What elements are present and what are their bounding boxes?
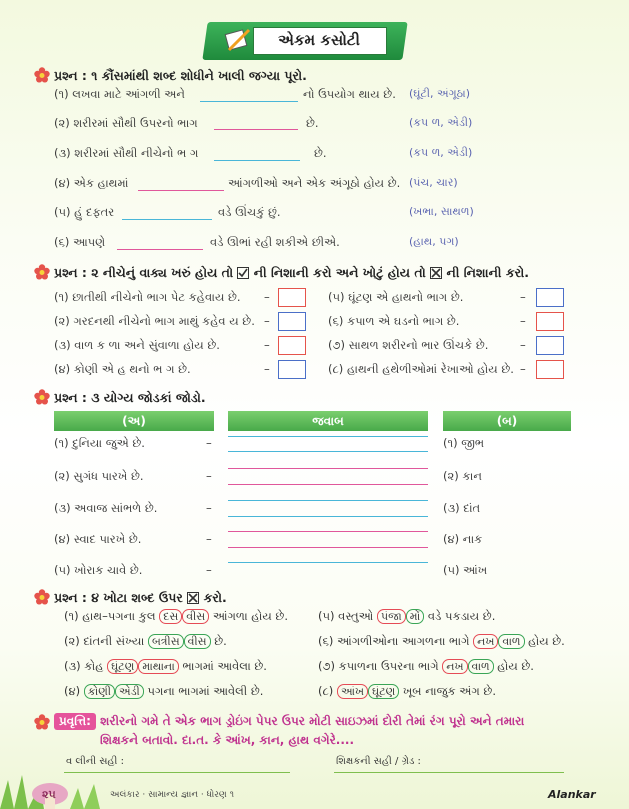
word-option[interactable]: વાળ: [498, 634, 524, 649]
q4-left-1-pre: (૧) હાથ–પગના કુલ: [64, 609, 156, 623]
q3-left-1: (૧) દુનિયા જુએ છે.: [54, 436, 145, 450]
q2-left-4: (૪) કોણી એ હ થનો ભ ગ છે.: [54, 362, 191, 376]
answer-box-8[interactable]: [536, 360, 564, 379]
q1-hint-1: (ઘૂંટી, અંગૂઠા): [409, 87, 471, 100]
q1-row-1-pre: (૧) લખવા માટે આંગળી અને: [54, 87, 185, 101]
q3-left-3: (૩) અવાજ સાંભળે છે.: [54, 501, 158, 515]
word-option[interactable]: નખ: [473, 634, 498, 649]
q3-left-4: (૪) સ્વાદ પારખે છે.: [54, 532, 142, 546]
column-answer-header: જવાબ: [228, 411, 428, 431]
q1-hint-4: (પંચ, ચાર): [409, 176, 458, 189]
activity-text-1: શરીરનો ગમે તે એક ભાગ ડ્રોઇંગ પેપર ઉપર મોટી સાઇઝમાં દોરી તેમાં રંગ પૂરો અને તમારા: [100, 714, 525, 728]
q4-heading-part-a: પ્રશ્ન : ૪ ખોટા શબ્દ ઉપર: [54, 590, 183, 605]
q1-row-3-post: છે.: [314, 146, 327, 160]
q3-left-2: (૨) સુગંધ પારખે છે.: [54, 469, 144, 483]
check-box-icon: [237, 267, 249, 279]
word-option[interactable]: કોણી: [84, 684, 115, 699]
q1-row-4-post: આંગળીઓ અને એક અંગૂઠો હોય છે.: [228, 176, 401, 190]
q4-right-4-pre: (૮): [318, 684, 334, 698]
q1-row-5-pre: (૫) હું દફતર: [54, 205, 115, 219]
q4-left-4-pre: (૪): [64, 684, 81, 698]
q2-left-2: (૨) ગરદનથી નીચેનો ભાગ માથું કહેવ ય છે.: [54, 314, 255, 328]
q4-right-row-2: [318, 634, 565, 649]
cross-box-icon: [430, 267, 442, 279]
q1-row-2-pre: (૨) શરીરમાં સૌથી ઉપરનો ભાગ: [54, 116, 198, 130]
dash: –: [206, 532, 212, 546]
q4-heading: [54, 590, 227, 606]
q4-left-2-post: છે.: [214, 634, 227, 648]
answer-line[interactable]: [228, 516, 428, 517]
q3-right-4: (૪) નાક: [443, 532, 483, 546]
flower-icon: [34, 264, 50, 280]
word-option[interactable]: ઘૂંટણ: [368, 684, 399, 699]
answer-line[interactable]: [228, 531, 428, 532]
dash: –: [520, 362, 526, 376]
answer-line[interactable]: [228, 468, 428, 469]
word-option[interactable]: આંખ: [337, 684, 368, 699]
word-option[interactable]: એડી: [115, 684, 144, 699]
word-option[interactable]: બત્રીસ: [148, 634, 184, 649]
q4-left-row-3: [64, 659, 267, 674]
q3-right-1: (૧) જીભ: [443, 436, 485, 450]
q3-right-3: (૩) દાંત: [443, 501, 481, 515]
q4-left-3-post: ભાગમાં આવેલા છે.: [182, 659, 267, 673]
flower-icon: [34, 67, 50, 83]
answer-box-4[interactable]: [278, 360, 306, 379]
answer-box-2[interactable]: [278, 312, 306, 331]
flower-icon: [34, 589, 50, 605]
q2-heading-part-c: ની નિશાની કરો.: [446, 265, 529, 280]
q1-hint-2: (કપ ળ, એડી): [409, 116, 473, 129]
grass-mushroom-decoration: [0, 740, 120, 809]
word-option[interactable]: વીસ: [184, 634, 211, 649]
q2-left-3: (૩) વાળ ક ળા અને સુંવાળા હોય છે.: [54, 338, 220, 352]
q1-row-4-pre: (૪) એક હાથમાં: [54, 176, 129, 190]
q4-right-row-4: [318, 684, 496, 699]
word-option[interactable]: માથાના: [138, 659, 178, 674]
q4-left-row-4: [64, 684, 263, 699]
q1-row-5-post: વડે ઊંચકું છું.: [218, 205, 281, 219]
q4-right-row-1: [318, 609, 495, 624]
q1-row-2-post: છે.: [306, 116, 319, 130]
q4-left-1-post: આંગળા હોય છે.: [212, 609, 288, 623]
q1-row-6-post: વડે ઊભાં રહી શકીએ છીએ.: [210, 235, 340, 249]
activity-tag: પ્રવૃત્તિ:: [54, 713, 96, 730]
q4-heading-part-b: કરો.: [203, 590, 227, 605]
dash: –: [206, 501, 212, 515]
q3-right-5: (૫) આંખ: [443, 563, 488, 577]
q1-hint-6: (હાથ, પગ): [409, 235, 459, 248]
word-option[interactable]: વાળ: [468, 659, 494, 674]
book-footer: અલંકાર · સામાન્ય જ્ઞાન · ધોરણ ૧: [110, 790, 235, 800]
answer-line[interactable]: [228, 451, 428, 452]
column-a-header: (અ): [54, 411, 214, 431]
word-option[interactable]: વીસ: [182, 609, 209, 624]
q3-left-5: (૫) ખોરાક ચાવે છે.: [54, 563, 143, 577]
q4-right-1-pre: (૫) વસ્તુઓ: [318, 609, 374, 623]
dash: –: [264, 290, 270, 304]
answer-line[interactable]: [228, 484, 428, 485]
q2-right-2: (૬) કપાળ એ ઘડનો ભાગ છે.: [328, 314, 460, 328]
q4-right-3-post: હોય છે.: [497, 659, 534, 673]
q2-right-3: (૭) સાથળ શરીરનો ભાર ઊંચકે છે.: [328, 338, 489, 352]
teacher-signature-line[interactable]: [334, 772, 564, 773]
answer-box-1[interactable]: [278, 288, 306, 307]
q4-left-row-1: [64, 609, 288, 624]
dash: –: [520, 314, 526, 328]
q1-row-1-post: નો ઉપયોગ થાય છે.: [303, 87, 396, 101]
dash: –: [206, 469, 212, 483]
column-b-header: (બ): [443, 411, 571, 431]
q4-left-4-post: પગના ભાગમાં આવેલી છે.: [147, 684, 264, 698]
parent-signature-label: વ લીની સહી :: [66, 756, 124, 767]
q4-right-2-post: હોય છે.: [528, 634, 565, 648]
q3-right-2: (૨) કાન: [443, 469, 482, 483]
activity-text-2: શિક્ષકને બતાવો. દા.ત. કે આંખ, કાન, હાથ વગેરે....: [100, 733, 355, 747]
q3-heading: પ્રશ્ન : ૩ યોગ્ય જોડકાં જોડો.: [54, 390, 206, 405]
word-option[interactable]: નખ: [442, 659, 467, 674]
answer-box-3[interactable]: [278, 336, 306, 355]
q1-heading: પ્રશ્ન : ૧ કૌંસમાંથી શબ્દ શોધીને ખાલી જગ્યા પૂરો.: [54, 68, 307, 83]
q1-blank-6[interactable]: [117, 249, 203, 250]
word-option[interactable]: દસ: [159, 609, 182, 624]
dash: –: [264, 338, 270, 352]
answer-box-5[interactable]: [536, 288, 564, 307]
q4-left-3-pre: (૩) કોહ: [64, 659, 104, 673]
q2-heading: [54, 265, 529, 281]
answer-line[interactable]: [228, 500, 428, 501]
q1-blank-4[interactable]: [138, 190, 224, 191]
q4-right-row-3: [318, 659, 534, 674]
q1-blank-3[interactable]: [214, 160, 300, 161]
cross-box-icon: [187, 592, 199, 604]
page-title: એકમ કસોટી: [278, 31, 360, 49]
q2-right-1: (૫) ઘૂંટણ એ હાથનો ભાગ છે.: [328, 290, 464, 304]
title-banner: [205, 22, 405, 60]
q2-heading-part-a: પ્રશ્ન : ૨ નીચેનું વાક્ય ખરું હોય તો: [54, 265, 234, 280]
dash: –: [206, 436, 212, 450]
q4-right-2-pre: (૬) આંગળીઓના આગળના ભાગે: [318, 634, 470, 648]
dash: –: [520, 290, 526, 304]
answer-line[interactable]: [228, 562, 428, 563]
word-option[interactable]: ઘૂંટણ: [107, 659, 138, 674]
teacher-signature-label: શિક્ષકની સહી / ગ્રેડ :: [336, 756, 421, 767]
dash: –: [264, 362, 270, 376]
dash: –: [206, 563, 212, 577]
q1-hint-5: (ખભા, સાથળ): [409, 205, 474, 218]
answer-line[interactable]: [228, 547, 428, 548]
flower-icon: [34, 714, 50, 730]
q4-left-2-pre: (૨) દાંતની સંખ્યા: [64, 634, 145, 648]
q1-row-6-pre: (૬) આપણે: [54, 235, 106, 249]
q4-right-3-pre: (૭) કપાળના ઉપરના ભાગે: [318, 659, 439, 673]
q1-hint-3: (કપ ળ, એડી): [409, 146, 473, 159]
activity-line-1: [54, 713, 524, 730]
q1-blank-1[interactable]: [200, 101, 298, 102]
dash: –: [520, 338, 526, 352]
word-option[interactable]: મોં: [406, 609, 425, 624]
q1-blank-5[interactable]: [122, 219, 212, 220]
q4-right-1-post: વડે પકડાય છે.: [427, 609, 496, 623]
q2-right-4: (૮) હાથની હથેળીઓમાં રેખાઓ હોય છે.: [328, 362, 514, 376]
q4-left-row-2: [64, 634, 227, 649]
q4-right-4-post: ખૂબ નાજુક અંગ છે.: [402, 684, 496, 698]
q1-row-3-pre: (૩) શરીરમાં સૌથી નીચેનો ભ ગ: [54, 146, 199, 160]
q1-blank-2[interactable]: [214, 129, 298, 130]
q2-left-1: (૧) છાતીથી નીચેનો ભાગ પેટ કહેવાય છે.: [54, 290, 241, 304]
dash: –: [264, 314, 270, 328]
q2-heading-part-b: ની નિશાની કરો અને ખોટું હોય તો: [253, 265, 426, 280]
brand-logo: Alankar: [548, 788, 596, 801]
word-option[interactable]: પંજા: [377, 609, 406, 624]
page-number: ૨૫: [42, 788, 56, 801]
flower-icon: [34, 389, 50, 405]
pencil-paper-icon: [223, 26, 253, 54]
answer-box-6[interactable]: [536, 312, 564, 331]
answer-line[interactable]: [228, 436, 428, 437]
answer-box-7[interactable]: [536, 336, 564, 355]
